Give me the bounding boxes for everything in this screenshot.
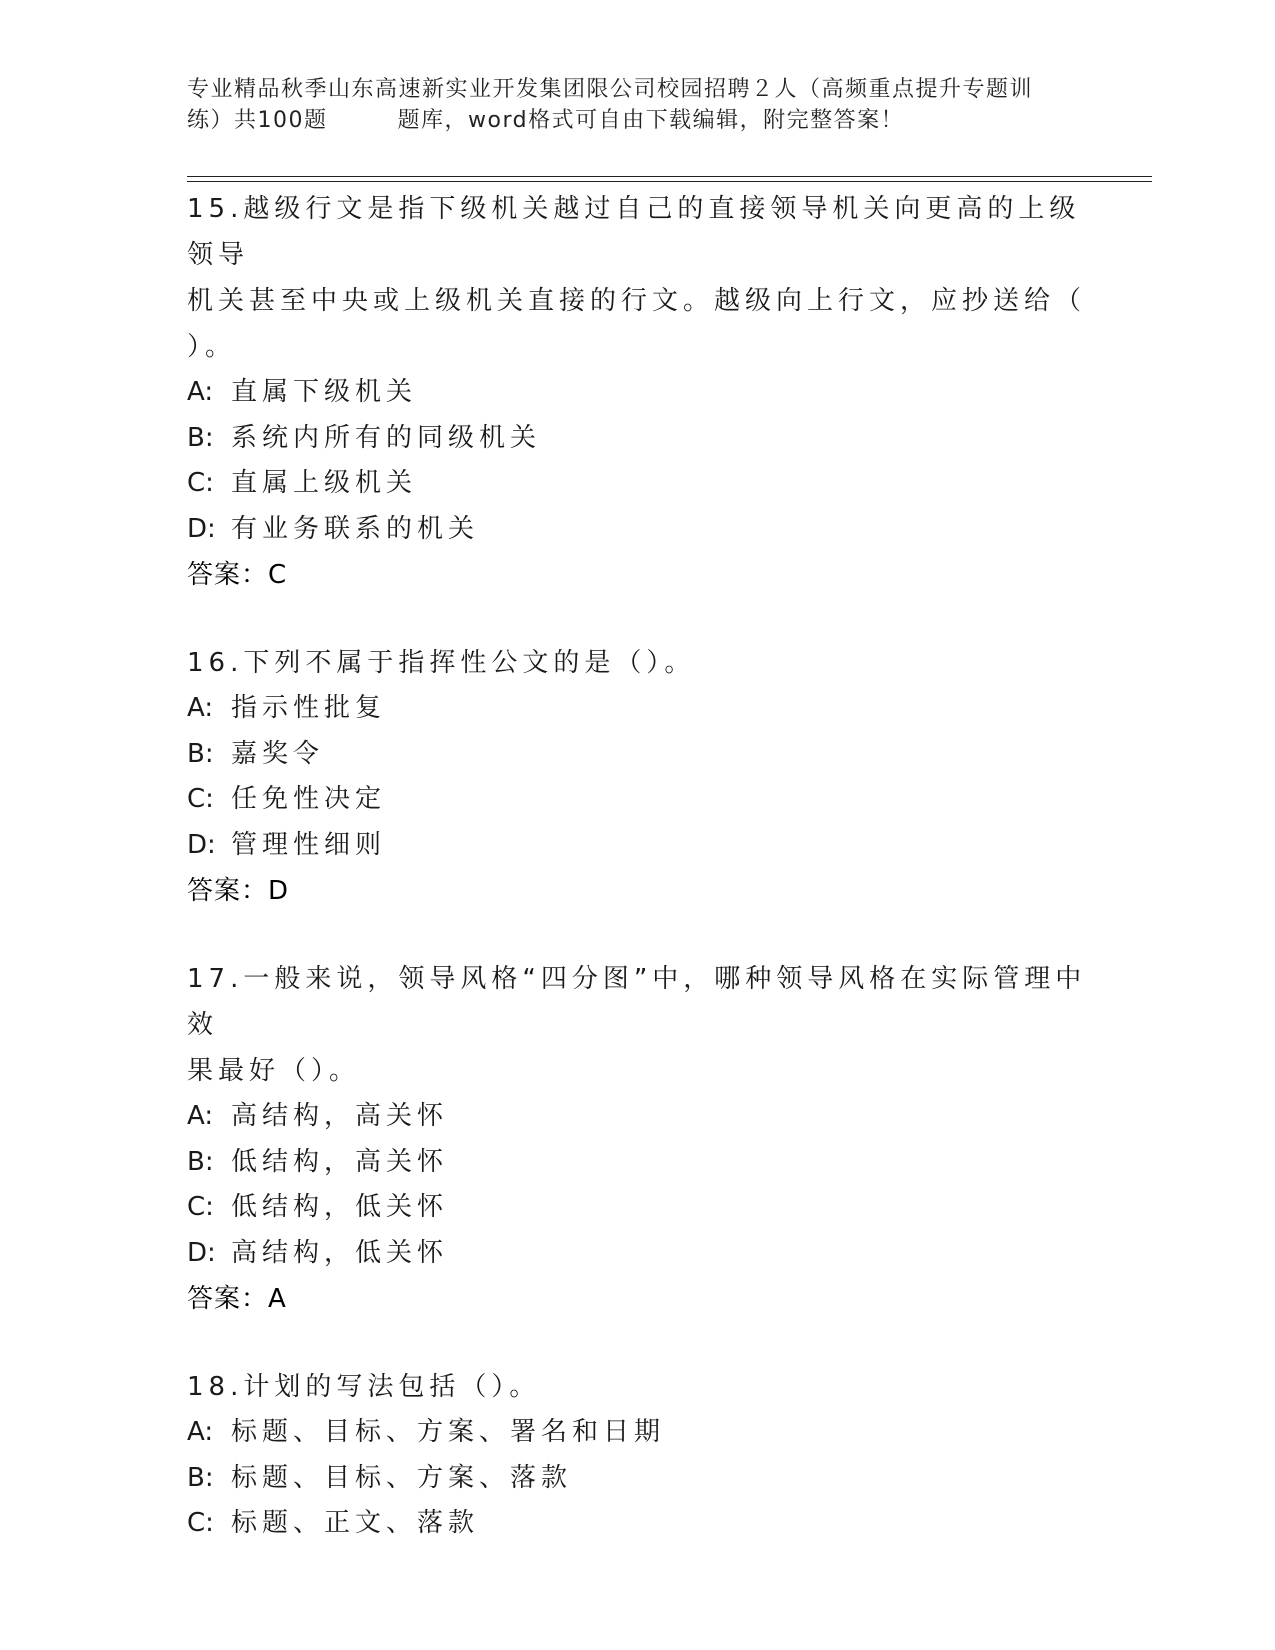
option-letter: D: <box>187 829 216 860</box>
option-text: 直属上级机关 <box>231 468 418 498</box>
option-letter: C: <box>187 1192 214 1222</box>
answer-key: 答案：C <box>187 560 288 590</box>
option-letter: A: <box>187 377 214 407</box>
answer-option <box>187 823 1087 869</box>
option-text: 低结构，低关怀 <box>231 1192 449 1222</box>
option-letter: A: <box>187 1101 214 1131</box>
answer-option <box>187 1456 1087 1502</box>
question-stem-line: 15.越级行文是指下级机关越过自己的直接领导机关向更高的上级领导 <box>187 194 1081 270</box>
answer-key: 答案：A <box>187 1284 287 1314</box>
answer-option <box>187 1094 1087 1140</box>
answer-option <box>187 777 1087 823</box>
answer-option <box>187 461 1087 507</box>
header-divider-bottom <box>187 181 1152 182</box>
header-line-2-part-a: 练）共100题 <box>187 108 328 133</box>
header-line-1: 专业精品秋季山东高速新实业开发集团限公司校园招聘２人（高频重点提升专题训 <box>187 77 1034 102</box>
option-text: 指示性批复 <box>231 693 387 723</box>
answer-option <box>187 507 1087 553</box>
answer-option <box>187 686 1087 732</box>
question-stem <box>187 956 1087 1094</box>
document-header <box>187 74 1087 136</box>
answer-option <box>187 1231 1087 1277</box>
answer-option <box>187 416 1087 462</box>
answer-option <box>187 1185 1087 1231</box>
option-text: 嘉奖令 <box>231 738 325 769</box>
option-letter: B: <box>187 1146 214 1177</box>
option-text: 高结构，低关怀 <box>231 1237 449 1268</box>
answer-option <box>187 370 1087 416</box>
option-letter: C: <box>187 468 214 498</box>
option-text: 有业务联系的机关 <box>231 513 480 544</box>
option-letter: A: <box>187 1417 214 1447</box>
option-text: 标题、目标、方案、落款 <box>231 1462 573 1493</box>
option-letter: B: <box>187 1462 214 1493</box>
question-stem <box>187 186 1087 370</box>
question-stem <box>187 640 1087 686</box>
question-stem <box>187 1364 1087 1410</box>
option-text: 高结构，高关怀 <box>231 1101 449 1131</box>
option-letter: B: <box>187 422 214 453</box>
option-text: 直属下级机关 <box>231 377 418 407</box>
option-text: 标题、目标、方案、署名和日期 <box>231 1417 666 1447</box>
question-item <box>187 186 1087 598</box>
option-text: 系统内所有的同级机关 <box>231 422 542 453</box>
option-text: 低结构，高关怀 <box>231 1146 449 1177</box>
option-text: 任免性决定 <box>231 784 387 814</box>
question-list <box>187 186 1087 1589</box>
question-stem-line: 18.计划的写法包括（）。 <box>187 1372 541 1402</box>
question-item <box>187 956 1087 1322</box>
header-line-2 <box>187 105 1087 136</box>
question-stem-line: 17.一般来说，领导风格“四分图”中，哪种领导风格在实际管理中效 <box>187 964 1087 1040</box>
answer-option <box>187 1140 1087 1186</box>
answer-option <box>187 1501 1087 1547</box>
option-letter: B: <box>187 738 214 769</box>
header-line-2-part-b: 题库，word格式可自由下载编辑，附完整答案！ <box>397 108 905 133</box>
option-letter: C: <box>187 784 214 814</box>
answer-key: 答案：D <box>187 876 290 906</box>
header-divider-top <box>187 176 1152 177</box>
question-stem-line: 16.下列不属于指挥性公文的是（）。 <box>187 648 696 678</box>
option-text: 管理性细则 <box>231 829 387 860</box>
question-item <box>187 1364 1087 1547</box>
answer-option <box>187 1410 1087 1456</box>
question-stem-line: ）。 <box>187 332 237 362</box>
option-letter: C: <box>187 1508 214 1538</box>
question-item <box>187 640 1087 914</box>
question-stem-line: 机关甚至中央或上级机关直接的行文。越级向上行文，应抄送给（ <box>187 286 1087 316</box>
option-text: 标题、正文、落款 <box>231 1508 480 1538</box>
option-letter: D: <box>187 513 216 544</box>
option-letter: D: <box>187 1237 216 1268</box>
answer-option <box>187 732 1087 778</box>
question-stem-line: 果最好（）。 <box>187 1056 361 1086</box>
option-letter: A: <box>187 693 214 723</box>
